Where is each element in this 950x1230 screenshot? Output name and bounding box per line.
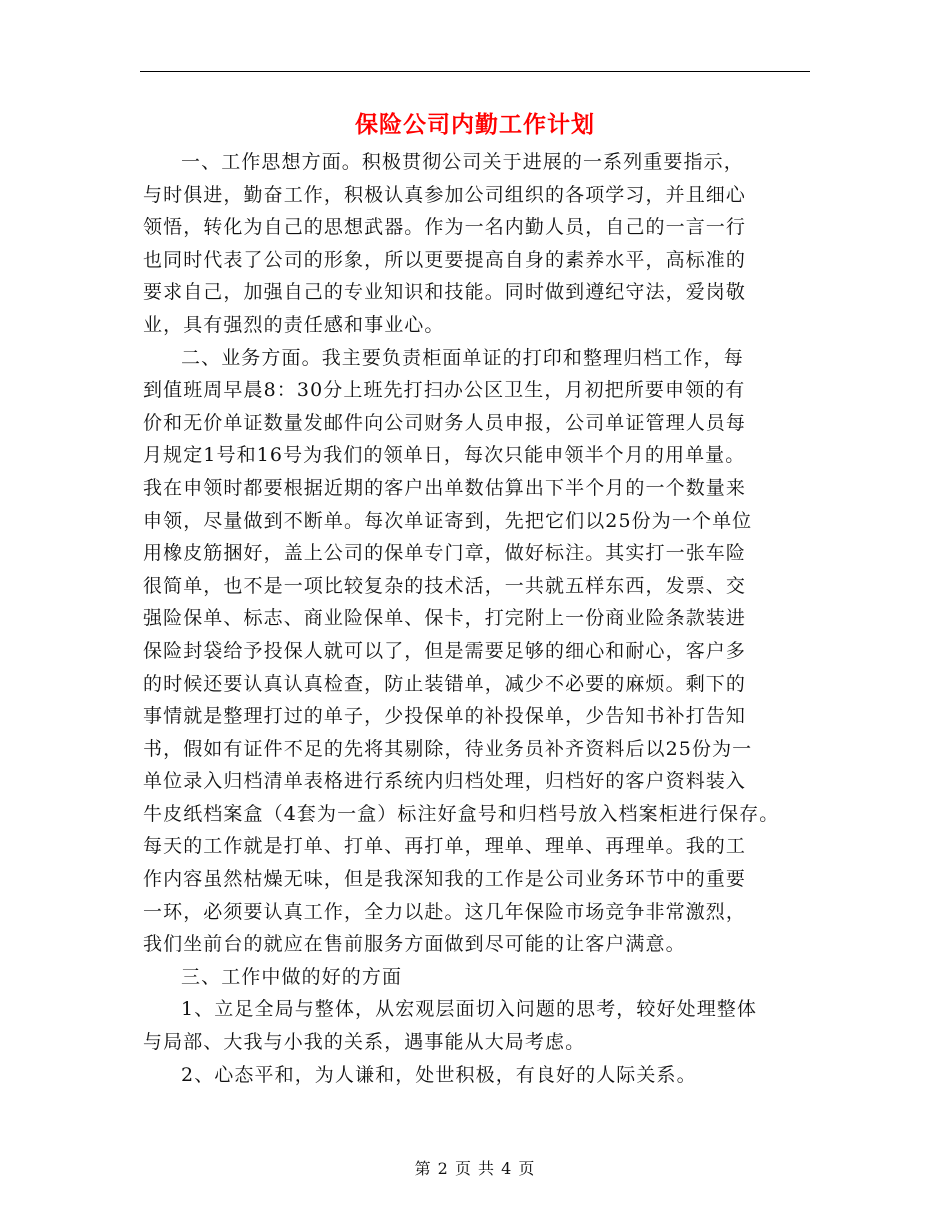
document-body — [143, 146, 818, 1091]
paragraph-line: 很简单，也不是一项比较复杂的技术活，一共就五样东西，发票、交 — [143, 574, 747, 597]
paragraph-line: 牛皮纸档案盒（4套为一盒）标注好盒号和归档号放入档案柜进行保存。 — [143, 802, 780, 825]
paragraph-line: 的时候还要认真认真检查，防止装错单，减少不必要的麻烦。剩下的 — [143, 672, 747, 695]
paragraph-line: 一、工作思想方面。积极贯彻公司关于进展的一系列重要指示， — [181, 151, 744, 173]
paragraph-line: 申领，尽量做到不断单。每次单证寄到，先把它们以25份为一个单位 — [143, 509, 753, 532]
paragraph-line: 到值班周早晨8：30分上班先打扫办公区卫生，月初把所要申领的有 — [143, 379, 746, 402]
document-title: 保险公司内勤工作计划 — [355, 111, 595, 138]
paragraph-line: 与时俱进，勤奋工作，积极认真参加公司组织的各项学习，并且细心 — [143, 183, 747, 206]
header-rule — [140, 71, 810, 72]
paragraph-line: 要求自己，加强自己的专业知识和技能。同时做到遵纪守法，爱岗敬 — [143, 281, 747, 304]
paragraph-line: 事情就是整理打过的单子，少投保单的补投保单，少告知书补打告知 — [143, 705, 747, 728]
paragraph-line: 单位录入归档清单表格进行系统内归档处理，归档好的客户资料装入 — [143, 770, 747, 793]
paragraph-line: 2、心态平和，为人谦和，处世积极，有良好的人际关系。 — [181, 1063, 697, 1086]
paragraph-line: 书，假如有证件不足的先将其剔除，待业务员补齐资料后以25份为一 — [143, 737, 753, 760]
section-heading: 三、工作中做的好的方面 — [181, 965, 403, 988]
paragraph-line: 二、业务方面。我主要负责柜面单证的打印和整理归档工作，每 — [181, 346, 744, 369]
page-footer — [0, 1156, 950, 1179]
paragraph-line: 我们坐前台的就应在售前服务方面做到尽可能的让客户满意。 — [143, 933, 686, 956]
paragraph-line: 一环，必须要认真工作，全力以赴。这几年保险市场竞争非常激烈， — [143, 900, 747, 923]
paragraph-line: 保险封袋给予投保人就可以了，但是需要足够的细心和耐心，客户多 — [143, 639, 747, 662]
paragraph-line: 价和无价单证数量发邮件向公司财务人员申报，公司单证管理人员每 — [143, 411, 747, 434]
paragraph-line: 我在申领时都要根据近期的客户出单数估算出下半个月的一个数量来 — [143, 476, 747, 499]
paragraph-line: 用橡皮筋捆好，盖上公司的保单专门章，做好标注。其实打一张车险 — [143, 542, 747, 565]
paragraph-line: 领悟，转化为自己的思想武器。作为一名内勤人员，自己的一言一行 — [143, 216, 747, 239]
paragraph-line: 月规定1号和16号为我们的领单日，每次只能申领半个月的用单量。 — [143, 444, 746, 467]
page-number: 第 2 页 共 4 页 — [414, 1159, 536, 1178]
paragraph-line: 作内容虽然枯燥无味，但是我深知我的工作是公司业务环节中的重要 — [143, 868, 747, 891]
paragraph-line: 业，具有强烈的责任感和事业心。 — [143, 313, 445, 336]
paragraph-line: 与局部、大我与小我的关系，遇事能从大局考虑。 — [143, 1031, 586, 1054]
paragraph-line: 也同时代表了公司的形象，所以更要提高自身的素养水平，高标准的 — [143, 248, 747, 271]
paragraph-line: 强险保单、标志、商业险保单、保卡，打完附上一份商业险条款装进 — [143, 607, 747, 630]
paragraph-line: 每天的工作就是打单、打单、再打单，理单、理单、再理单。我的工 — [143, 835, 747, 858]
paragraph-line: 1、立足全局与整体，从宏观层面切入问题的思考，较好处理整体 — [181, 998, 757, 1021]
